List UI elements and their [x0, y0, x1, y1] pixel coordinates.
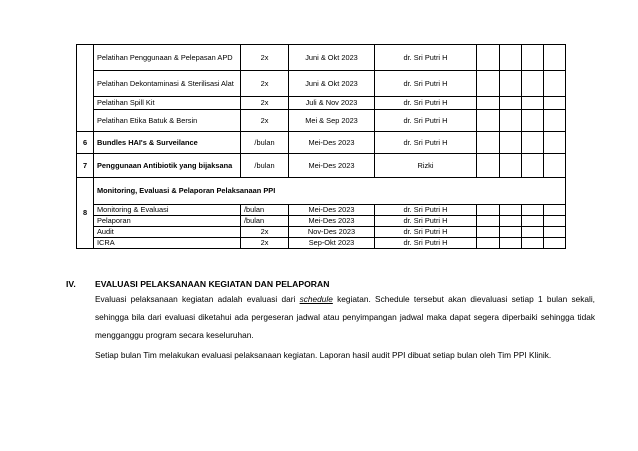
- table-row: [77, 227, 566, 238]
- activity-cell: ICRA: [94, 238, 241, 249]
- schedule-cell: Mei-Des 2023: [289, 154, 375, 178]
- frequency-cell: /bulan: [241, 205, 289, 216]
- paragraph-evaluation: [95, 290, 595, 344]
- activity-cell: Pelatihan Spill Kit: [94, 97, 241, 110]
- empty-cell: [522, 154, 544, 178]
- empty-cell: [544, 132, 566, 154]
- pic-cell: dr. Sri Putri H: [375, 97, 477, 110]
- table-row: [77, 132, 566, 154]
- empty-cell: [477, 71, 500, 97]
- section-heading: [66, 279, 329, 289]
- pic-cell: dr. Sri Putri H: [375, 238, 477, 249]
- table-row: [77, 216, 566, 227]
- empty-cell: [522, 205, 544, 216]
- empty-cell: [544, 227, 566, 238]
- pic-cell: dr. Sri Putri H: [375, 205, 477, 216]
- empty-cell: [477, 97, 500, 110]
- empty-cell: [544, 238, 566, 249]
- activity-cell: Audit: [94, 227, 241, 238]
- schedule-cell: Nov-Des 2023: [289, 227, 375, 238]
- empty-cell: [544, 154, 566, 178]
- schedule-cell: Mei-Des 2023: [289, 216, 375, 227]
- empty-cell: [500, 97, 522, 110]
- row-number-cell: 7: [77, 154, 94, 178]
- empty-cell: [544, 71, 566, 97]
- empty-cell: [500, 238, 522, 249]
- paragraph-reporting: Setiap bulan Tim melakukan evaluasi pelaksanaan kegiatan. Laporan hasil audit PPI dibuat setiap bulan oleh Tim PPI Klinik.: [95, 350, 552, 360]
- activity-cell: Pelatihan Penggunaan & Pelepasan APD: [94, 45, 241, 71]
- empty-cell: [477, 132, 500, 154]
- empty-cell: [522, 71, 544, 97]
- empty-cell: [522, 216, 544, 227]
- empty-cell: [544, 45, 566, 71]
- paragraph-text: kegiatan. Schedule tersebut akan dievaluasi setiap 1 bulan sekali, sehingga bila dari evaluasi diketahui ada pergeseran jadwal atau penyimpangan jadwal maka dapat segera diperbaiki sehingga tidak mengganggu program secara keseluruhan.: [95, 294, 595, 340]
- table-row: [77, 110, 566, 132]
- table-row: [77, 178, 566, 205]
- pic-cell: dr. Sri Putri H: [375, 110, 477, 132]
- row-number-cell: 8: [77, 178, 94, 249]
- empty-cell: [544, 97, 566, 110]
- empty-cell: [522, 110, 544, 132]
- empty-cell: [500, 45, 522, 71]
- pic-cell: dr. Sri Putri H: [375, 216, 477, 227]
- frequency-cell: 2x: [241, 97, 289, 110]
- empty-cell: [544, 110, 566, 132]
- activity-cell: Penggunaan Antibiotik yang bijaksana: [94, 154, 241, 178]
- row-number-cell: [77, 45, 94, 132]
- schedule-cell: Mei-Des 2023: [289, 132, 375, 154]
- empty-cell: [500, 132, 522, 154]
- schedule-cell: Juni & Okt 2023: [289, 71, 375, 97]
- empty-cell: [522, 238, 544, 249]
- table-row: [77, 71, 566, 97]
- frequency-cell: 2x: [241, 227, 289, 238]
- schedule-cell: Juni & Okt 2023: [289, 45, 375, 71]
- activity-table: [76, 44, 566, 249]
- frequency-cell: 2x: [241, 71, 289, 97]
- pic-cell: dr. Sri Putri H: [375, 71, 477, 97]
- pic-cell: Rizki: [375, 154, 477, 178]
- table-row: [77, 45, 566, 71]
- paragraph-text: Evaluasi pelaksanaan kegiatan adalah evaluasi dari: [95, 294, 300, 304]
- empty-cell: [500, 216, 522, 227]
- schedule-cell: Sep-Okt 2023: [289, 238, 375, 249]
- schedule-cell: Juli & Nov 2023: [289, 97, 375, 110]
- activity-cell: Pelaporan: [94, 216, 241, 227]
- empty-cell: [500, 71, 522, 97]
- empty-cell: [500, 227, 522, 238]
- empty-cell: [477, 45, 500, 71]
- schedule-term: schedule: [299, 294, 333, 304]
- frequency-cell: /bulan: [241, 154, 289, 178]
- empty-cell: [522, 227, 544, 238]
- row-number-cell: 6: [77, 132, 94, 154]
- empty-cell: [522, 132, 544, 154]
- empty-cell: [477, 227, 500, 238]
- pic-cell: dr. Sri Putri H: [375, 132, 477, 154]
- empty-cell: [522, 45, 544, 71]
- section-heading-cell: Monitoring, Evaluasi & Pelaporan Pelaksanaan PPI: [94, 178, 566, 205]
- frequency-cell: /bulan: [241, 216, 289, 227]
- activity-cell: Pelatihan Etika Batuk & Bersin: [94, 110, 241, 132]
- table-row: [77, 205, 566, 216]
- table-row: [77, 238, 566, 249]
- frequency-cell: 2x: [241, 45, 289, 71]
- table-row: [77, 154, 566, 178]
- pic-cell: dr. Sri Putri H: [375, 227, 477, 238]
- empty-cell: [500, 154, 522, 178]
- activity-cell: Bundles HAI's & Surveilance: [94, 132, 241, 154]
- section-number: IV.: [66, 279, 76, 289]
- frequency-cell: /bulan: [241, 132, 289, 154]
- schedule-cell: Mei & Sep 2023: [289, 110, 375, 132]
- empty-cell: [477, 216, 500, 227]
- section-title: EVALUASI PELAKSANAAN KEGIATAN DAN PELAPORAN: [95, 279, 330, 289]
- empty-cell: [477, 205, 500, 216]
- frequency-cell: 2x: [241, 110, 289, 132]
- empty-cell: [500, 110, 522, 132]
- empty-cell: [544, 216, 566, 227]
- activity-cell: Pelatihan Dekontaminasi & Sterilisasi Alat: [94, 71, 241, 97]
- empty-cell: [522, 97, 544, 110]
- empty-cell: [500, 205, 522, 216]
- schedule-cell: Mei-Des 2023: [289, 205, 375, 216]
- empty-cell: [477, 110, 500, 132]
- pic-cell: dr. Sri Putri H: [375, 45, 477, 71]
- frequency-cell: 2x: [241, 238, 289, 249]
- empty-cell: [544, 205, 566, 216]
- activity-cell: Monitoring & Evaluasi: [94, 205, 241, 216]
- empty-cell: [477, 238, 500, 249]
- empty-cell: [477, 154, 500, 178]
- table-row: [77, 97, 566, 110]
